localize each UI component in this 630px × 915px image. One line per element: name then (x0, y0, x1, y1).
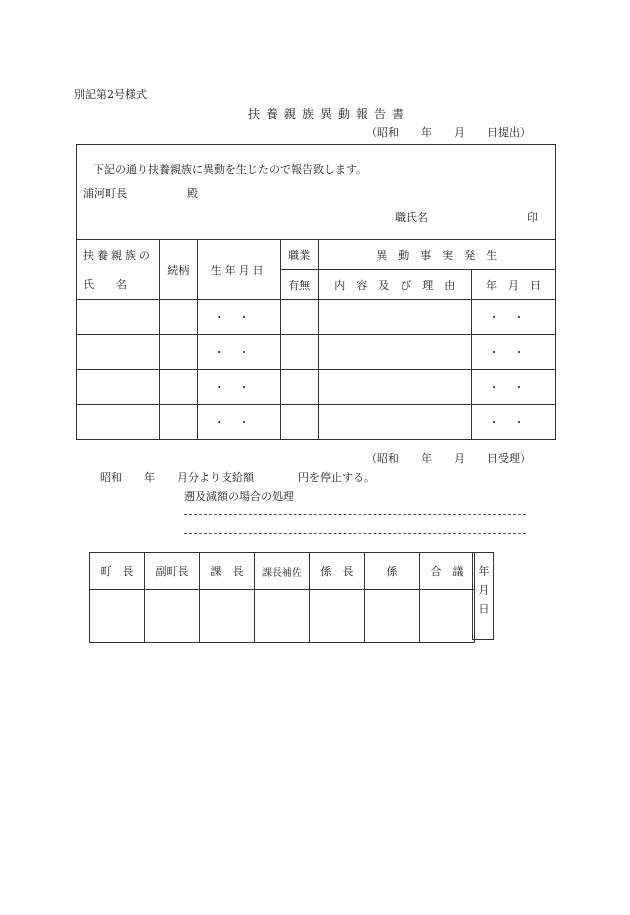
header-event: 異 動 事 実 発 生 (318, 240, 555, 270)
header-detail: 内 容 及 び 理 由 (318, 270, 472, 300)
header-birth: 生年月日 (197, 240, 280, 300)
cell-birth[interactable]: ・・ (197, 370, 280, 405)
name-label: 職氏名 (395, 211, 428, 224)
stop-text: 昭和 年 月分より支給額 円を停止する。 (100, 471, 375, 484)
dependents-table (76, 239, 556, 440)
table-row (77, 300, 556, 335)
dashed-line-2[interactable] (184, 533, 526, 534)
date-column-label: 年月日 (477, 565, 490, 622)
cell-name[interactable] (77, 335, 160, 370)
header-name: 扶養親族の 氏 名 (77, 240, 160, 300)
approval-col-3: 課長補佐 (255, 553, 310, 590)
cell-job[interactable] (280, 405, 318, 440)
header-job-top: 職業 (280, 240, 318, 270)
date-column (472, 552, 494, 640)
header-job-bottom: 有無 (280, 270, 318, 300)
cell-date[interactable]: ・・ (472, 370, 556, 405)
cell-date[interactable]: ・・ (472, 405, 556, 440)
cell-name[interactable] (77, 300, 160, 335)
approval-col-4: 係 長 (310, 553, 365, 590)
cell-date[interactable]: ・・ (472, 335, 556, 370)
cell-birth[interactable]: ・・ (197, 335, 280, 370)
honorific: 殿 (187, 187, 198, 200)
statement: 下記の通り扶養親族に異動を生じたので報告致します。 (93, 163, 368, 176)
approval-col-5: 係 (365, 553, 420, 590)
cell-detail[interactable] (318, 405, 472, 440)
stamp-cell[interactable] (310, 590, 365, 643)
header-date: 年 月 日 (472, 270, 556, 300)
stamp-cell[interactable] (420, 590, 475, 643)
dashed-line-1[interactable] (184, 514, 526, 515)
cell-relation[interactable] (159, 335, 197, 370)
cell-date[interactable]: ・・ (472, 300, 556, 335)
stamp-cell[interactable] (145, 590, 200, 643)
form-id: 別記第2号様式 (74, 88, 147, 101)
cell-birth[interactable]: ・・ (197, 300, 280, 335)
table-row (77, 335, 556, 370)
cell-job[interactable] (280, 300, 318, 335)
cell-relation[interactable] (159, 370, 197, 405)
cell-job[interactable] (280, 335, 318, 370)
table-row (77, 370, 556, 405)
stamp-cell[interactable] (90, 590, 145, 643)
stamp-cell[interactable] (365, 590, 420, 643)
stamp-cell[interactable] (200, 590, 255, 643)
cell-birth[interactable]: ・・ (197, 405, 280, 440)
approval-col-2: 課 長 (200, 553, 255, 590)
cell-name[interactable] (77, 370, 160, 405)
page-title: 扶養親族異動報告書 (248, 107, 411, 121)
approval-col-0: 町 長 (90, 553, 145, 590)
cell-relation[interactable] (159, 405, 197, 440)
approval-col-1: 副町長 (145, 553, 200, 590)
submit-date: （昭和 年 月 日提出） (366, 126, 531, 139)
cell-job[interactable] (280, 370, 318, 405)
header-relation: 続柄 (159, 240, 197, 300)
table-row (77, 405, 556, 440)
cell-name[interactable] (77, 405, 160, 440)
cell-detail[interactable] (318, 370, 472, 405)
report-box (76, 144, 556, 241)
cell-detail[interactable] (318, 300, 472, 335)
approval-col-6: 合 議 (420, 553, 475, 590)
stamp-cell[interactable] (255, 590, 310, 643)
receipt-date: （昭和 年 月 日受理） (366, 452, 531, 465)
cell-relation[interactable] (159, 300, 197, 335)
cell-detail[interactable] (318, 335, 472, 370)
seal: 印 (527, 211, 538, 224)
approval-table (89, 552, 475, 643)
retro-text: 遡及減額の場合の処理 (184, 490, 294, 503)
addressee: 浦河町長 (83, 187, 127, 200)
